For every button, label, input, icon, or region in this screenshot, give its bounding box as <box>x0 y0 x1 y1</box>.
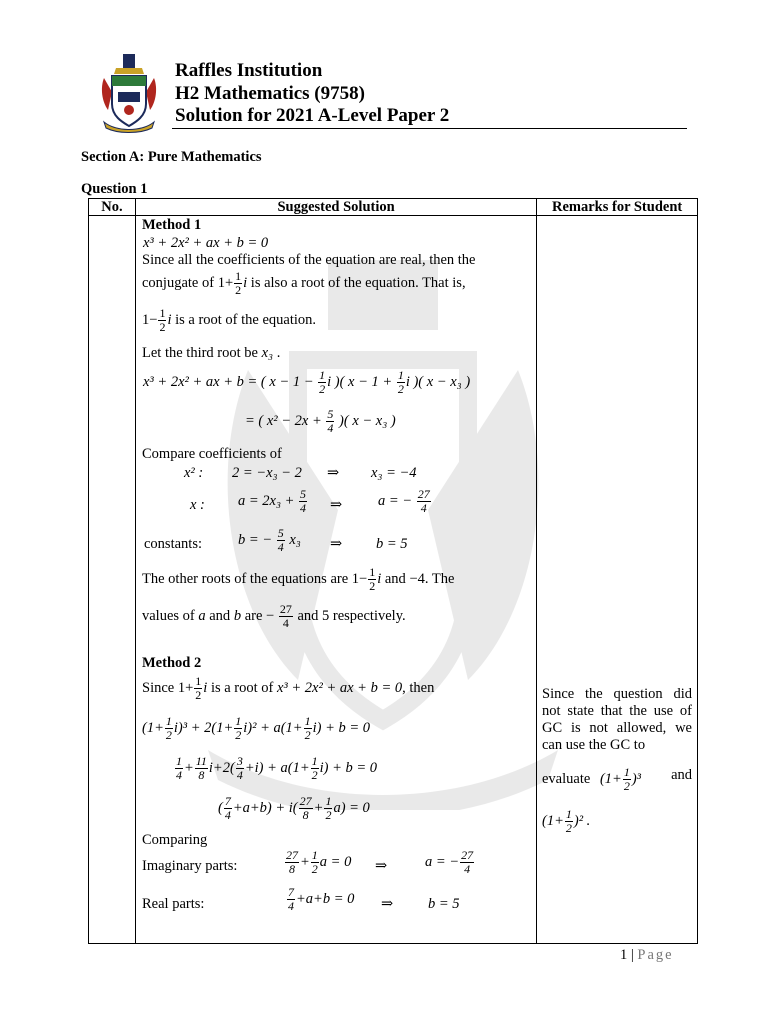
factorisation-line2: = ( x² − 2x + $\frac{5}{4}$ )( x − x₃ ) <box>245 407 396 435</box>
coef-label-const: constants: <box>144 536 202 552</box>
page-number: 1 <box>620 947 628 963</box>
page-label: Page <box>637 947 674 963</box>
document-title: Solution for 2021 A-Level Paper 2 <box>175 105 450 126</box>
method2-expansion3: ( $\frac{7}{4}$ +a+b) + i( $\frac{27}{8}$ + $\frac{1}{2}$ a) = 0 <box>218 794 370 822</box>
coef-label-x: x : <box>190 497 205 513</box>
method1-line4: Let the third root be x₃ . <box>142 345 281 361</box>
method1-line1: Since all the coefficients of the equation are real, then the <box>142 252 476 268</box>
arrow-x2: ⇒ <box>327 465 340 481</box>
remark-expression: (1+ $\frac{1}{2}$ )² . <box>542 807 591 835</box>
method1-line2: conjugate of 1+ $\frac{1}{2}$ i is also a root of the equation. That is, <box>142 269 466 297</box>
arrow-real: ⇒ <box>381 896 394 912</box>
method2-expansion2: $\frac{1}{4}$ + $\frac{11}{8}$ i+2( $\frac{3}{4}$ +i) + a(1+ $\frac{1}{2}$ i) + b = 0 <box>176 754 378 782</box>
header-rule <box>172 128 687 129</box>
header-remarks: Remarks for Student <box>537 199 698 216</box>
real-parts-eq: $\frac{7}{4}$ +a+b = 0 <box>288 885 355 913</box>
method1-equation: x³ + 2x² + ax + b = 0 <box>143 235 269 251</box>
method1-conclusion1: The other roots of the equations are 1− $\frac{1}{2}$ i and −4. The <box>142 565 455 593</box>
method1-conclusion2: values of a and b are − $\frac{27}{4}$ and 5 respectively. <box>142 602 406 630</box>
coef-label-x2: x² : <box>184 465 204 481</box>
subject-title: H2 Mathematics (9758) <box>175 83 365 104</box>
coef-eq-x2: 2 = −x₃ − 2 <box>232 465 302 481</box>
arrow-imag: ⇒ <box>375 858 388 874</box>
real-parts-result: b = 5 <box>428 896 460 912</box>
comparing-label: Comparing <box>142 832 208 848</box>
imaginary-parts-result: a = − $\frac{27}{4}$ <box>425 848 474 876</box>
raffles-crest-logo <box>98 52 160 134</box>
header-solution: Suggested Solution <box>135 199 536 216</box>
arrow-x: ⇒ <box>330 497 343 513</box>
remark-evaluate-line: evaluate (1+ $\frac{1}{2}$ )³ and <box>542 765 692 793</box>
method2-expansion1: (1+ $\frac{1}{2}$ i)³ + 2(1+ $\frac{1}{2}$ i)² + a(1+ $\frac{1}{2}$ i) + b = 0 <box>142 714 371 742</box>
imaginary-parts-eq: $\frac{27}{8}$ + $\frac{1}{2}$ a = 0 <box>286 848 352 876</box>
method1-heading: Method 1 <box>142 217 202 233</box>
question-heading: Question 1 <box>81 181 148 197</box>
coef-result-x: a = − $\frac{27}{4}$ <box>378 487 430 515</box>
page-separator: | <box>630 947 634 963</box>
coef-result-const: b = 5 <box>376 536 408 552</box>
header-no: No. <box>89 199 136 216</box>
remark-text: Since the question did not state that the use of GC is not allowed, we can use the GC to <box>542 686 692 753</box>
factorisation-line1: x³ + 2x² + ax + b = ( x − 1 − $\frac{1}{2}$ i )( x − 1 + $\frac{1}{2}$ i )( x − x₃ ) <box>143 368 471 396</box>
coef-result-x2: x₃ = −4 <box>371 465 417 481</box>
coef-eq-const: b = − $\frac{5}{4}$ x₃ <box>238 526 301 554</box>
page-footer <box>620 947 674 964</box>
compare-coefficients: Compare coefficients of <box>142 446 282 462</box>
method2-intro: Since 1+ $\frac{1}{2}$ i is a root of x³ + 2x² + ax + b = 0, then <box>142 674 435 702</box>
real-parts-label: Real parts: <box>142 896 205 912</box>
imaginary-parts-label: Imaginary parts: <box>142 858 238 874</box>
method1-line3: 1− $\frac{1}{2}$ i is a root of the equation. <box>142 306 317 334</box>
arrow-const: ⇒ <box>330 536 343 552</box>
coef-eq-x: a = 2x₃ + $\frac{5}{4}$ <box>238 487 307 515</box>
section-heading: Section A: Pure Mathematics <box>81 149 262 165</box>
method2-heading: Method 2 <box>142 655 202 671</box>
institution-name: Raffles Institution <box>175 60 323 81</box>
